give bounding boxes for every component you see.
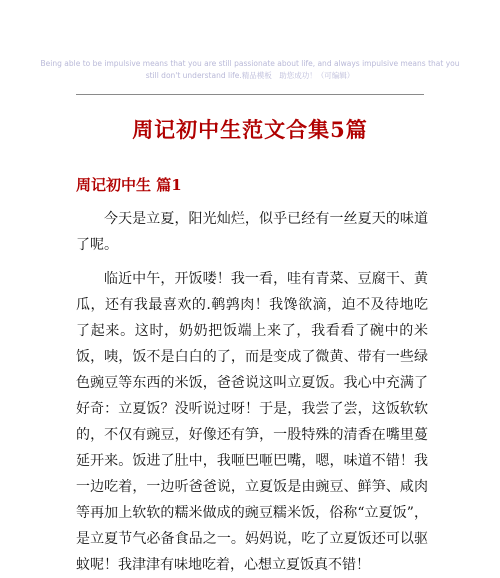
document-title: 周记初中生范文合集5篇 <box>132 117 368 142</box>
header-rule <box>76 94 424 95</box>
paragraph-2: 临近中午，开饭喽！我一看，哇有青菜、豆腐干、黄瓜，还有我最喜欢的.鹌鹑肉！我馋欲滴，迫不及待地吃了起来。这时，奶奶把饭端上来了，我看看了碗中的米饭，咦，饭不是白白的了，而是变成了微黄、带有一些绿色豌豆等东西的米饭，爸爸说这叫立夏饭。我心中充满了好奇：立夏饭？没听说过呀！于是，我尝了尝，这饭软软的，不仅有豌豆，好像还有笋，一股特殊的清香在嘴里蔓延开来。饭进了肚中，我咂巴咂巴嘴，嗯，味道不错！我一边吃着，一边听爸爸说，立夏饭是由豌豆、鲜笋、咸肉等再加上软软的糯米做成的豌豆糯米饭，俗称“立夏饭”，是立夏节气必备食品之一。妈妈说，吃了立夏饭还可以驱蚊呢！我津津有味地吃着，心想立夏饭真不错！ <box>76 271 428 573</box>
header-watermark-line-2: still don't understand life.精品模板 助您成功！（可编辑） <box>145 71 355 80</box>
header-watermark-line-1: Being able to be impulsive means that you are still passionate about life, and always impulsive means that you <box>40 59 460 68</box>
header-watermark <box>0 58 500 82</box>
section-heading: 周记初中生 篇1 <box>76 176 182 194</box>
paragraph-1: 今天是立夏，阳光灿烂，似乎已经有一丝夏天的味道了呢。 <box>76 211 428 253</box>
